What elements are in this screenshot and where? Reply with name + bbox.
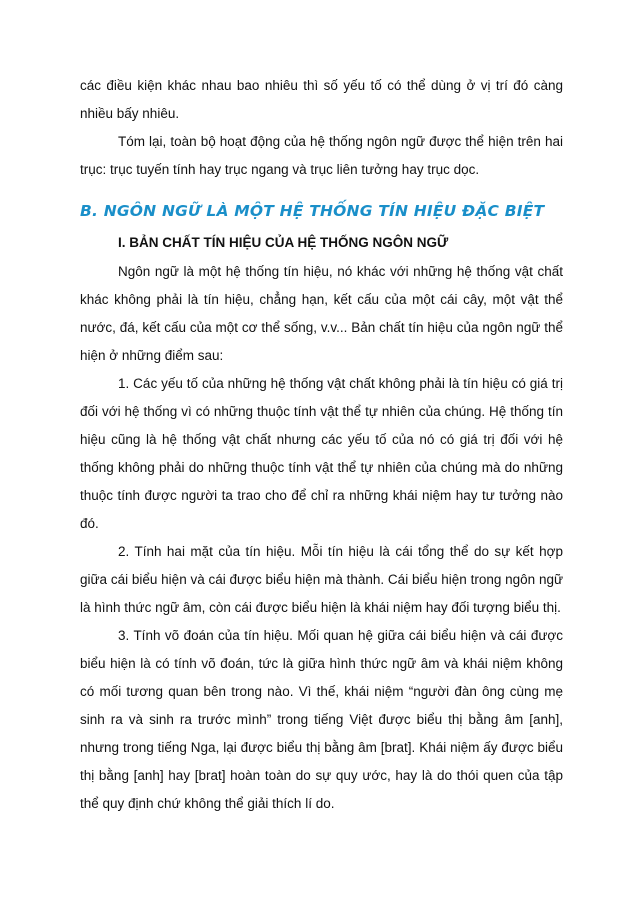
intro-paragraph-summary: Tóm lại, toàn bộ hoạt động của hệ thống ngôn ngữ được thể hiện trên hai trục: trục tuyến tính hay trục ngang và trục liên tưởng hay trục dọc. bbox=[80, 134, 563, 177]
document-page bbox=[80, 72, 563, 818]
intro-paragraph-continuation: các điều kiện khác nhau bao nhiêu thì số yếu tố có thể dùng ở vị trí đó càng nhiều bấy nhiêu. bbox=[80, 78, 563, 121]
body-paragraph-point-3: 3. Tính võ đoán của tín hiệu. Mối quan hệ giữa cái biểu hiện và cái được biểu hiện là có tính võ đoán, tức là giữa hình thức ngữ âm và khái niệm không có mối tương quan bên trong nào. Vì thế, khái niệm “người đàn ông cùng mẹ sinh ra và sinh ra trước mình” trong tiếng Việt được biểu thị bằng âm [anh], nhưng trong tiếng Nga, lại được biểu thị bằng âm [brat]. Khái niệm ấy được biểu thị bằng [anh] hay [brat] hoàn toàn do sự quy ước, hay là do thói quen của tập thể quy định chứ không thể giải thích lí do. bbox=[80, 628, 563, 811]
body-paragraph-intro: Ngôn ngữ là một hệ thống tín hiệu, nó khác với những hệ thống vật chất khác không phải là tín hiệu, chẳng hạn, kết cấu của một cái cây, một vật thể nước, đá, kết cấu của một cơ thể sống, v.v... Bản chất tín hiệu của ngôn ngữ thể hiện ở những điểm sau: bbox=[80, 264, 563, 363]
body-paragraph-point-2: 2. Tính hai mặt của tín hiệu. Mỗi tín hiệu là cái tổng thể do sự kết hợp giữa cái biểu hiện và cái được biểu hiện mà thành. Cái biểu hiện trong ngôn ngữ là hình thức ngữ âm, còn cái được biểu hiện là khái niệm hay đối tượng biểu thị. bbox=[80, 544, 563, 615]
section-heading: B. NGÔN NGỮ LÀ MỘT HỆ THỐNG TÍN HIỆU ĐẶC BIỆT bbox=[80, 202, 545, 220]
body-paragraph-point-1: 1. Các yếu tố của những hệ thống vật chất không phải là tín hiệu có giá trị đối với hệ thống vì có những thuộc tính vật thể tự nhiên của chúng. Hệ thống tín hiệu cũng là hệ thống vật chất nhưng các yếu tố của nó có giá trị đối với hệ thống không phải do những thuộc tính vật thể tự nhiên của chúng mà do những thuộc tính được người ta trao cho để chỉ ra những khái niệm hay tư tưởng nào đó. bbox=[80, 376, 563, 531]
sub-heading: I. BẢN CHẤT TÍN HIỆU CỦA HỆ THỐNG NGÔN NGỮ bbox=[118, 235, 449, 250]
